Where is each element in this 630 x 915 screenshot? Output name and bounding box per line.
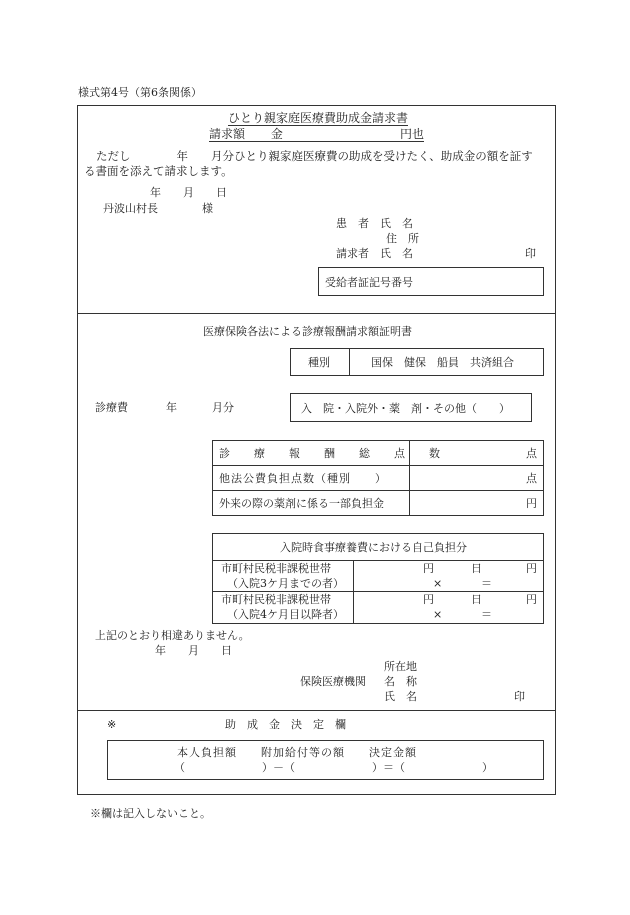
points-row-unit: 円	[526, 497, 537, 510]
meal-row-label: 市町村民税非課税世帯	[221, 562, 331, 575]
meal-header-divider	[213, 560, 543, 561]
request-body-line1: ただし 年 月分ひとり親家庭医療費の助成を受けたく、助成金の額を証す	[96, 149, 533, 163]
type-divider	[349, 349, 350, 375]
patient-name-label: 患 者 氏 名	[336, 217, 413, 230]
section-divider-2	[77, 710, 556, 711]
amount-kin: 金	[270, 127, 283, 141]
category-options: 入 院・入院外・薬 剤・その他（ ）	[301, 402, 510, 415]
points-row-label: 診 療 報 酬 総 点 数	[219, 447, 447, 460]
meal-table	[212, 533, 544, 624]
requester-name-label: 請求者 氏 名	[336, 247, 413, 260]
request-title: ひとり親家庭医療費助成金請求書	[228, 111, 409, 125]
requester-seal: 印	[525, 247, 536, 260]
category-box	[290, 393, 532, 422]
decision-formula: （ ）－（ ）＝（ ）	[174, 761, 493, 774]
points-row-label: 外来の際の薬剤に係る一部負担金	[219, 497, 384, 510]
points-row-unit: 点	[526, 472, 537, 485]
institution-label: 保険医療機関	[300, 675, 366, 688]
meal-row-sublabel: （入院4ケ月目以降者）	[227, 608, 344, 621]
certification-title: 医療保険各法による診療報酬請求額証明書	[203, 325, 412, 338]
decision-headers: 本人負担額 附加給付等の額 決定金額	[177, 746, 417, 759]
meal-operator: ×	[433, 608, 443, 621]
meal-unit: 日	[471, 593, 482, 606]
meal-unit: 円	[423, 562, 434, 575]
request-body-line2: る書面を添えて請求します。	[84, 164, 233, 178]
meal-col-divider	[353, 560, 354, 623]
points-row-divider-1	[213, 465, 543, 466]
type-box	[290, 348, 544, 376]
decision-box	[107, 740, 544, 780]
amount-suffix: 円也	[399, 127, 424, 141]
form-number: 様式第4号（第6条関係）	[78, 86, 202, 99]
institution-name-label: 名 称	[384, 675, 417, 688]
meal-unit: 円	[423, 593, 434, 606]
meal-row-sublabel: （入院3ケ月までの者）	[227, 577, 344, 590]
meal-title: 入院時食事療養費における自己負担分	[280, 541, 467, 554]
address-label: 住 所	[386, 232, 419, 245]
medical-fee-label: 診療費	[95, 401, 128, 414]
request-amount-line	[209, 128, 424, 142]
footnote: ※欄は記入しないこと。	[90, 807, 211, 820]
points-row-unit: 点	[526, 447, 537, 460]
decision-mark: ※	[107, 718, 117, 731]
meal-unit: 円	[526, 593, 537, 606]
meal-row-label: 市町村民税非課税世帯	[221, 593, 331, 606]
medical-fee-year: 年	[166, 401, 177, 414]
certification-date: 年 月 日	[155, 644, 232, 657]
meal-operator: ＝	[481, 577, 492, 590]
medical-fee-month: 月分	[212, 401, 234, 414]
addressee: 丹波山村長 様	[103, 202, 213, 215]
meal-operator: ＝	[481, 608, 492, 621]
confirm-statement: 上記のとおり相違ありません。	[95, 629, 250, 642]
institution-seal: 印	[514, 690, 525, 703]
type-label: 種別	[308, 356, 330, 369]
location-label: 所在地	[384, 660, 417, 673]
points-row-divider-2	[213, 490, 543, 491]
certificate-number-box[interactable]	[318, 267, 544, 296]
decision-title: 助 成 金 決 定 欄	[225, 718, 346, 731]
type-options: 国保 健保 船員 共済組合	[371, 356, 514, 369]
points-table	[212, 440, 544, 516]
meal-row-divider	[213, 591, 543, 592]
points-row-label: 他法公費負担点数（種別 ）	[219, 472, 387, 485]
meal-operator: ×	[433, 577, 443, 590]
institution-person-label: 氏 名	[384, 690, 417, 703]
meal-unit: 円	[526, 562, 537, 575]
section-divider-1	[77, 313, 556, 314]
request-date: 年 月 日	[150, 186, 227, 199]
certificate-number-label: 受給者証記号番号	[325, 276, 413, 289]
amount-label: 請求額	[209, 127, 246, 141]
meal-unit: 日	[471, 562, 482, 575]
